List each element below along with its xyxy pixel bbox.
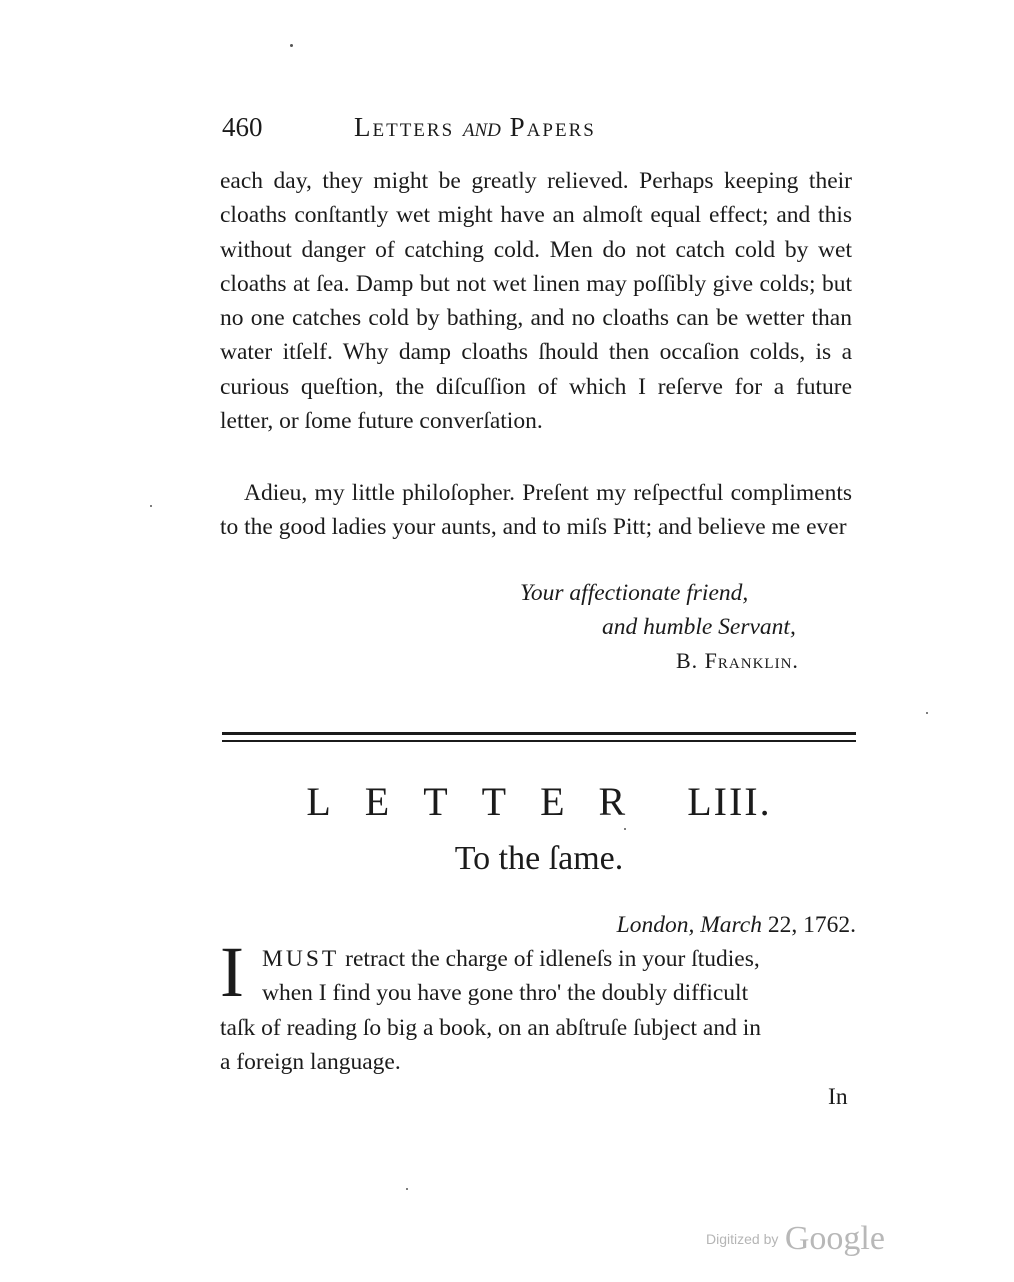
watermark-prefix: Digitized by xyxy=(706,1231,779,1247)
opening-line-3: taſk of reading ſo big a book, on an abſtruſe ſubject and in xyxy=(220,1014,762,1041)
scan-speck xyxy=(150,505,152,507)
running-header xyxy=(222,112,862,152)
letter-heading xyxy=(222,778,856,825)
scan-speck xyxy=(624,828,626,830)
dateline xyxy=(560,912,856,939)
page-number: 460 xyxy=(222,112,263,142)
opening-line-4: a foreign language. xyxy=(220,1048,401,1075)
closing-line-2: and humble Servant, xyxy=(602,614,796,640)
digitized-watermark xyxy=(706,1220,885,1258)
scan-speck xyxy=(406,1188,408,1190)
divider-rule-thick xyxy=(222,732,856,735)
dateline-place: London, March xyxy=(616,912,762,938)
running-head-and: and xyxy=(462,112,501,142)
scan-speck xyxy=(290,44,293,47)
letter-heading-word: LETTER xyxy=(306,779,660,824)
google-logo: Google xyxy=(784,1220,885,1257)
opening-line-1-rest: retract the charge of idleneſs in your ſtudies, xyxy=(339,946,760,972)
closing-line-1: Your affectionate friend, xyxy=(520,580,749,606)
dateline-date: 22, 1762. xyxy=(767,912,856,938)
paragraph-opening xyxy=(220,942,854,1079)
catchword: In xyxy=(828,1084,848,1110)
letter-subtitle: To the ſame. xyxy=(454,840,624,877)
drop-cap: I xyxy=(220,932,244,1012)
scan-speck xyxy=(926,712,928,714)
opening-line-1 xyxy=(262,942,854,976)
running-head-right: Papers xyxy=(509,112,596,142)
opening-caps: MUST xyxy=(262,946,340,972)
signature: B. Franklin. xyxy=(676,648,799,673)
running-head xyxy=(354,112,596,143)
letter-heading-number: LIII. xyxy=(687,779,772,824)
running-head-left: Letters xyxy=(354,112,455,142)
paragraph-adieu: Adieu, my little philoſopher. Preſent my reſpectful compliments to the good ladies your aunts, and to miſs Pitt; and believe me ever xyxy=(220,480,852,541)
paragraph-continued: each day, they might be greatly relieved. Perhaps keeping their cloaths conſtantly wet might have an almoſt equal effect; and this without danger of catching cold. Men do not catch cold by wet cloaths at ſea. Damp but not wet linen may poſſibly give colds; but no one catches cold by bathing, and no cloaths can be wetter than water itſelf. Why damp cloaths ſhould then occaſion colds, is a curious queſtion, the diſcuſſion of which I reſerve for a future letter, or ſome future converſation. xyxy=(220,168,852,435)
opening-line-2: when I find you have gone thro' the doubly difficult xyxy=(262,980,749,1007)
divider-rule-thin xyxy=(222,740,856,742)
